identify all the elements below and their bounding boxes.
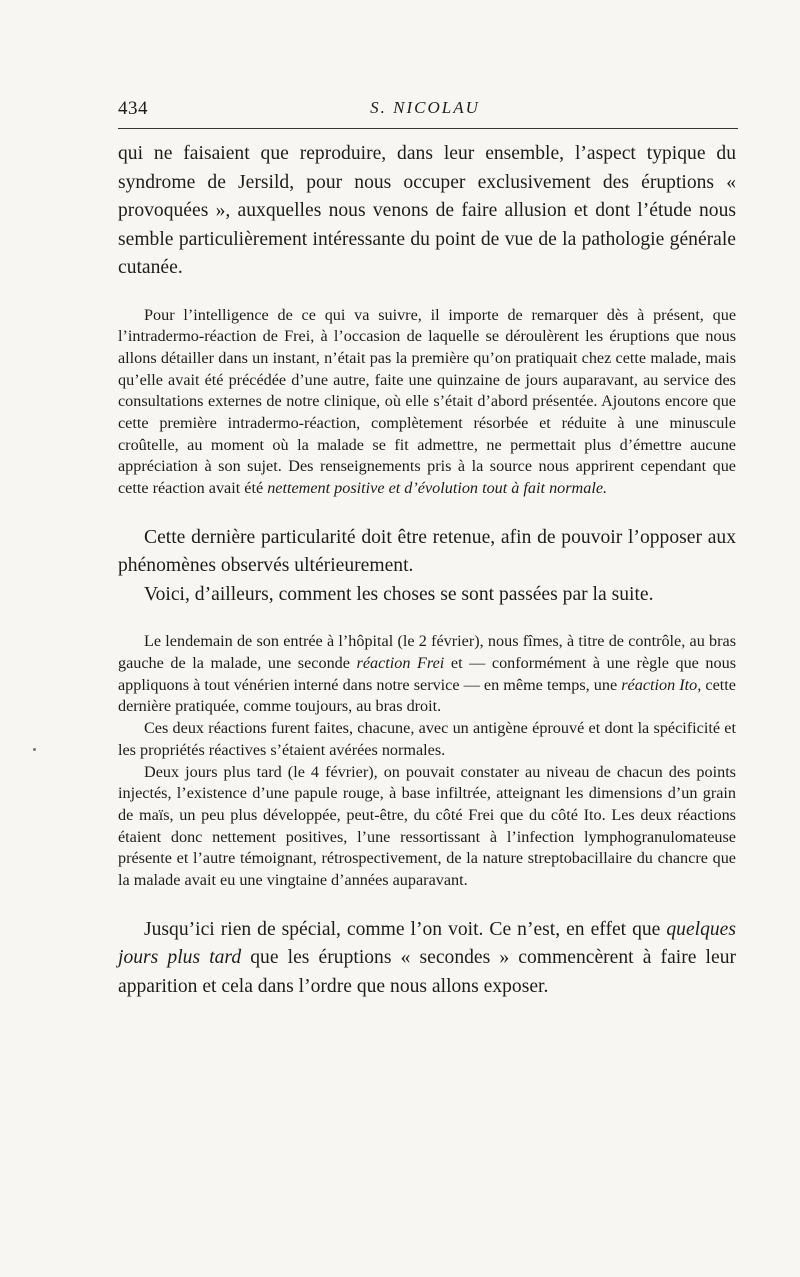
paragraph-7: Deux jours plus tard (le 4 février), on pouvait constater au niveau de chacun des points injectés, l’existence d’une papule rouge, à base infiltrée, atteignant les dimensions d’un grain de maïs, un peu plus développée, peut-être, du côté Frei que du côté Ito. Les deux réactions étaient donc nettement positives, l’une ressortissant à l’infection lymphogranulomateuse présente et l’autre témoignant, rétrospectivement, de la nature streptobacillaire du chancre que la malade avait eu une vingtaine d’années auparavant. — [118, 762, 736, 890]
paragraph-2-text: Pour l’intelligence de ce qui va suivre, il importe de remarquer dès à présent, que l’intradermo-réaction de Frei, à l’occasion de laquelle se déroulèrent les éruptions que nous allons détailler dans un instant, n’était pas la première qu’on pratiquait chez cette malade, mais qu’elle avait été précédée d’une autre, faite une quinzaine de jours auparavant, au service des consultations externes de notre clinique, où elle s’était d’abord présentée. Ajoutons encore que cette première intradermo-réaction, complètement résorbée et réduite à une minuscule croûtelle, au moment où la malade se fit admettre, ne permettait plus d’émettre aucune appréciation à son sujet. Des renseignements pris à la source nous apprirent cependant que cette réaction avait été — [118, 305, 736, 498]
paragraph-8-tail: que les éruptions « secondes » commencèrent à faire leur apparition et cela dans l’ordre que nous allons exposer. — [118, 947, 737, 997]
paragraph-5-emphasis-2: réaction Ito, — [621, 675, 702, 694]
paragraph-4: Voici, d’ailleurs, comment les choses se sont passées par la suite. — [144, 583, 654, 605]
paragraph-5-text: Le lendemain de son entrée à l’hôpital (le 2 février), nous fîmes, à titre de contrôle, au bras gauche de la malade, une seconde — [118, 632, 736, 673]
paragraph-5-emphasis: réaction Frei — [356, 654, 445, 673]
page-number: 434 — [118, 98, 148, 119]
paragraph-5-tail: cette dernière pratiquée, comme toujours, au bras droit. — [118, 675, 736, 716]
paragraph-8-emphasis: quelques jours plus tard — [118, 918, 736, 969]
page-header — [118, 98, 748, 128]
paragraph-8-text: Jusqu’ici rien de spécial, comme l’on voit. Ce n’est, en effet que — [144, 918, 667, 940]
paragraph-2-emphasis: nettement positive et d’évolution tout à fait normale. — [267, 479, 608, 498]
paragraph-8 — [118, 916, 736, 1002]
paragraph-5 — [118, 631, 736, 718]
paragraph-3: Cette dernière particularité doit être retenue, afin de pouvoir l’opposer aux phénomènes observés ultérieurement. — [118, 526, 736, 577]
paragraph-1: qui ne faisaient que reproduire, dans leur ensemble, l’aspect typique du syndrome de Jersild, pour nous occuper exclusivement des éruptions « provoquées », auxquelles nous venons de faire allusion et dont l’étude nous semble particulièrement intéressante du point de vue de la pathologie générale cutanée. — [118, 143, 736, 278]
header-rule — [118, 128, 738, 129]
margin-speck — [33, 748, 36, 751]
paragraph-6: Ces deux réactions furent faites, chacune, avec un antigène éprouvé et dont la spécificité et les propriétés réactives s’étaient avérées normales. — [118, 719, 736, 759]
running-head: S. NICOLAU — [370, 98, 480, 117]
paragraph-2 — [118, 305, 736, 500]
body-text — [118, 140, 736, 1001]
paragraph-5-middle: et — conformément à une règle que nous appliquons à tout vénérien interné dans notre service — en même temps, une — [118, 654, 737, 694]
